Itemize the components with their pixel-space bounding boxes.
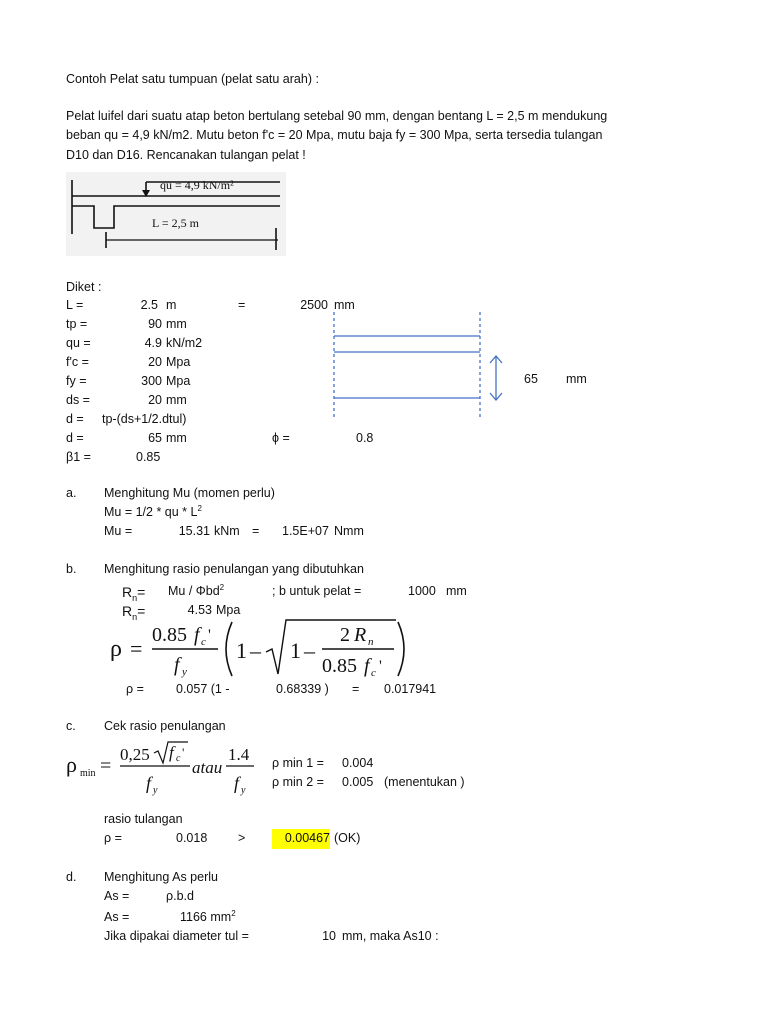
diket-beta-name: β1 = — [66, 450, 91, 464]
svg-text:': ' — [182, 745, 185, 760]
rho-min-formula-equation — [64, 736, 264, 796]
diket-fy-value: 300 — [141, 374, 162, 388]
rn-unit: Mpa — [216, 603, 241, 617]
b-width-unit: mm — [446, 584, 467, 598]
rho-min1-label: ρ min 1 = — [272, 756, 324, 770]
svg-text:y: y — [241, 785, 246, 796]
svg-text:2: 2 — [340, 624, 350, 646]
diket-d-name: d = — [66, 412, 84, 426]
rho-min2-note: (menentukan ) — [384, 775, 465, 789]
rho-min-highlighted: 0.00467 — [272, 829, 330, 849]
diket-tp-unit: mm — [166, 317, 187, 331]
diket-ds-value: 20 — [148, 393, 162, 407]
rho-min1-value: 0.004 — [342, 756, 374, 770]
slab-section-sketch — [330, 310, 520, 420]
diket-fc-name: f'c = — [66, 355, 89, 369]
section-c-heading: Cek rasio penulangan — [104, 719, 226, 733]
mu-value: 15.31 — [178, 524, 210, 538]
svg-text:min: min — [80, 768, 96, 779]
diket-phi-label: ϕ = — [272, 431, 290, 445]
as-value: 1166 $mm^2$ — [180, 908, 236, 924]
svg-text:n: n — [368, 636, 374, 648]
section-c-letter: c. — [66, 719, 76, 733]
svg-text:0.85: 0.85 — [152, 624, 187, 646]
section-d-heading: Menghitung As perlu — [104, 870, 218, 884]
svg-text:–: – — [250, 638, 261, 663]
section-b-letter: b. — [66, 562, 77, 576]
rho-calc-result: 0.017941 — [384, 682, 437, 696]
svg-text:c: c — [371, 667, 376, 678]
diket-beta-value: 0.85 — [136, 450, 161, 464]
svg-text:–: – — [304, 638, 315, 663]
section-a-letter: a. — [66, 486, 77, 500]
rho-min2-value: 0.005 — [342, 775, 374, 789]
svg-text:ρ: ρ — [66, 752, 77, 777]
rho-formula-equation — [108, 616, 408, 678]
diket-fy-unit: Mpa — [166, 374, 191, 388]
mu-formula: Mu = 1/2 * qu * $L^2$ — [104, 503, 202, 519]
svg-text:ρ: ρ — [110, 636, 122, 662]
rasio-label: rasio tulangan — [104, 812, 183, 826]
mu-unit: kNm — [214, 524, 240, 538]
svg-text:f: f — [194, 624, 200, 646]
dia-value: 10 — [322, 929, 336, 943]
dia-suffix: mm, maka As10 : — [342, 929, 439, 943]
svg-text:f: f — [146, 773, 152, 793]
rn-value: 4.53 — [187, 603, 212, 617]
rasio-rho-value: 0.018 — [176, 831, 208, 845]
rn-formula-label: $R_n=$ — [122, 584, 146, 603]
page-title: Contoh Pelat satu tumpuan (pelat satu arah) : — [66, 72, 319, 86]
rn-value-label: $R_n=$ — [122, 603, 146, 622]
svg-text:c: c — [176, 753, 181, 764]
cantilever-slab-figure — [66, 172, 286, 256]
svg-text:y: y — [153, 785, 158, 796]
svg-text:atau: atau — [192, 758, 223, 777]
mu-label: Mu = — [104, 524, 133, 538]
b-width-label: ; b untuk pelat = — [272, 584, 362, 598]
diket-L-unit2: mm — [334, 298, 355, 312]
rho-calc-label: ρ = — [126, 682, 144, 696]
diket-fc-value: 20 — [148, 355, 162, 369]
svg-text:1: 1 — [290, 638, 301, 663]
diket-heading: Diket : — [66, 280, 102, 294]
svg-text:1.4: 1.4 — [228, 745, 250, 764]
section-d-letter: d. — [66, 870, 77, 884]
intro-line-2: beban qu = 4,9 kN/m2. Mutu beton f'c = 20 Mpa, mutu baja fy = 300 Mpa, serta tersedia tulangan — [66, 128, 603, 142]
svg-text:=: = — [130, 636, 143, 661]
diket-L-value: 2.5 — [140, 298, 158, 312]
diket-ds-unit: mm — [166, 393, 187, 407]
jika-label: Jika dipakai diameter tul = — [104, 929, 249, 943]
diket-d-formula: tp-(ds+1/2.dtul) — [102, 412, 187, 426]
as-value-label: As = — [104, 910, 130, 924]
rho-min2-label: ρ min 2 = — [272, 775, 324, 789]
as-formula-label: As = — [104, 889, 130, 903]
svg-text:R: R — [354, 624, 367, 646]
mu-unit2: Nmm — [334, 524, 364, 538]
intro-line-1: Pelat luifel dari suatu atap beton bertulang setebal 90 mm, dengan bentang L = 2,5 m mendukung — [66, 109, 608, 123]
rasio-ok: (OK) — [334, 831, 361, 845]
svg-text:': ' — [379, 658, 382, 675]
section-b-heading: Menghitung rasio penulangan yang dibutuhkan — [104, 562, 364, 576]
svg-text:0,25: 0,25 — [120, 745, 150, 764]
diket-phi-value: 0.8 — [356, 431, 374, 445]
diket-L-unit: m — [166, 298, 177, 312]
diket-L-eq: = — [238, 298, 246, 312]
diket-fy-name: fy = — [66, 374, 87, 388]
svg-text:c: c — [201, 636, 206, 648]
intro-line-3: D10 dan D16. Rencanakan tulangan pelat ! — [66, 148, 306, 162]
diket-tp-name: tp = — [66, 317, 88, 331]
svg-text:=: = — [100, 755, 112, 777]
diket-d2-name: d = — [66, 431, 84, 445]
mu-value2: 1.5E+07 — [282, 524, 329, 538]
section-a-heading: Menghitung Mu (momen perlu) — [104, 486, 275, 500]
diket-qu-name: qu = — [66, 336, 91, 350]
diket-d2-unit: mm — [166, 431, 187, 445]
svg-text:f: f — [174, 654, 180, 676]
diket-d2-value: 65 — [148, 431, 162, 445]
load-label: qu = 4,9 kN/m² — [160, 178, 234, 192]
svg-text:f: f — [364, 655, 370, 677]
b-width-value: 1000 — [408, 584, 436, 598]
diket-qu-value: 4.9 — [144, 336, 162, 350]
rho-calc-part2: 0.68339 ) — [276, 682, 329, 696]
rho-calc-eq: = — [352, 682, 360, 696]
section-dim-unit: mm — [566, 372, 587, 386]
rho-calc-part1: 0.057 (1 - — [176, 682, 230, 696]
diket-L-value2: 2500 — [300, 298, 328, 312]
diket-ds-name: ds = — [66, 393, 90, 407]
rasio-gt: > — [238, 831, 246, 845]
section-dim-value: 65 — [524, 372, 538, 386]
svg-text:1: 1 — [236, 638, 247, 663]
svg-text:f: f — [234, 773, 240, 793]
span-label: L = 2,5 m — [152, 216, 199, 230]
svg-text:0.85: 0.85 — [322, 655, 357, 677]
diket-tp-value: 90 — [148, 317, 162, 331]
diket-qu-unit: kN/m2 — [166, 336, 203, 350]
rasio-rho-label: ρ = — [104, 831, 122, 845]
svg-text:f: f — [169, 743, 174, 762]
diket-L-name: L = — [66, 298, 84, 312]
as-formula: ρ.b.d — [166, 889, 194, 903]
svg-text:y: y — [182, 666, 187, 678]
diket-fc-unit: Mpa — [166, 355, 191, 369]
svg-text:': ' — [208, 627, 211, 644]
mu-eq: = — [252, 524, 260, 538]
rn-formula: Mu / Φbd$^2$ — [168, 582, 225, 598]
